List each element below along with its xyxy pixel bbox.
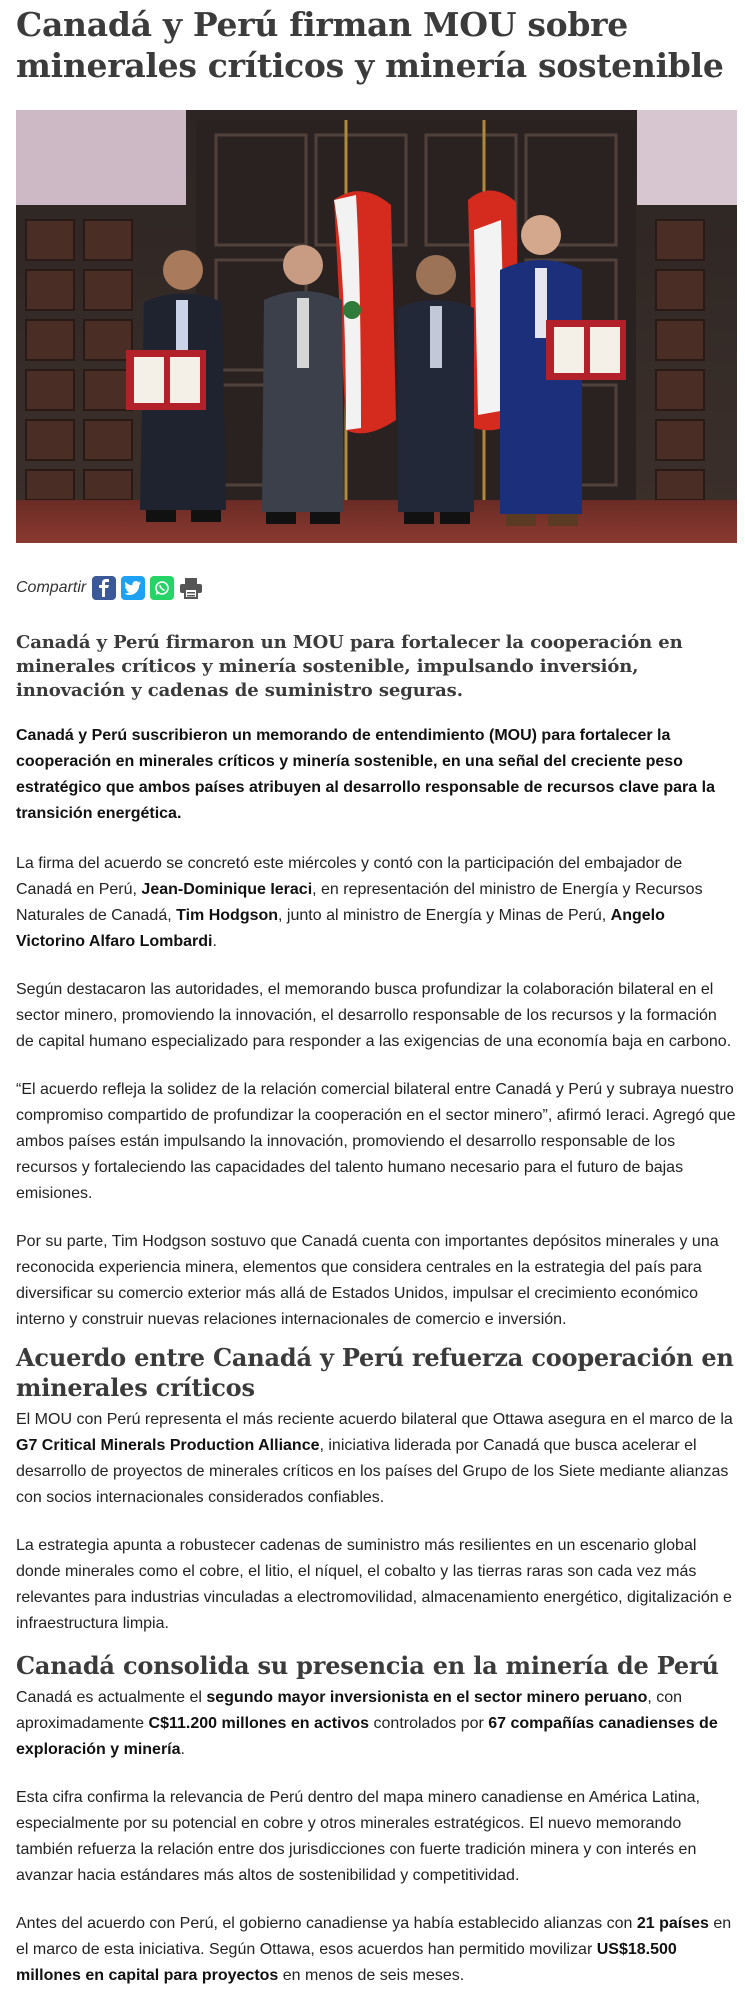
signing-ceremony-image	[16, 110, 737, 543]
facebook-icon[interactable]	[92, 576, 116, 600]
paragraph-3: Según destacaron las autoridades, el memorando busca profundizar la colaboración bilateral en el sector minero, promoviendo la innovación, el desarrollo responsable de los recursos y la formación de capital humano especializado para responder a las exigencias de una economía baja en carbono.	[16, 981, 732, 1050]
article-photo	[16, 110, 737, 543]
paragraph-2: La firma del acuerdo se concretó este miércoles y contó con la participación del embajador de Canadá en Perú, Jean-Dominique Ieraci, en representación del ministro de Energía y Recursos Naturales de Canadá, Tim Hodgson, junto al ministro de Energía y Minas de Perú, Angelo Victorino Alfaro Lombardi.	[16, 855, 703, 950]
paragraph-4: “El acuerdo refleja la solidez de la relación comercial bilateral entre Canadá y Perú y subraya nuestro compromiso compartido de profundizar la cooperación en el sector minero”, afirmó Ieraci. Agregó que ambos países están impulsando la innovación, promoviendo el desarrollo responsable de los recursos y fortaleciendo las capacidades del talento humano necesario para el futuro de bajas emisiones.	[16, 1081, 736, 1202]
page-title: Canadá y Perú firman MOU sobre minerales críticos y minería sostenible	[16, 5, 724, 85]
paragraph-8: Canadá es actualmente el segundo mayor inversionista en el sector minero peruano, con aproximadamente C$11.200 millones en activos controlados por 67 compañías canadienses de exploración y minería.	[16, 1689, 718, 1758]
share-label: Compartir	[16, 579, 87, 596]
paragraph-1: Canadá y Perú suscribieron un memorando de entendimiento (MOU) para fortalecer la cooperación en minerales críticos y minería sostenible, en una señal del creciente peso estratégico que ambos países atribuyen al desarrollo responsable de recursos clave para la transición energética.	[16, 727, 715, 822]
section-heading-presence: Canadá consolida su presencia en la minería de Perú	[16, 1651, 719, 1680]
whatsapp-icon[interactable]	[150, 576, 174, 600]
share-bar	[16, 575, 737, 601]
paragraph-5: Por su parte, Tim Hodgson sostuvo que Canadá cuenta con importantes depósitos minerales y una reconocida experiencia minera, elementos que considera centrales en la estrategia del país para diversificar su comercio exterior más allá de Estados Unidos, impulsar el crecimiento económico interno y construir nuevas relaciones internacionales de comercio e inversión.	[16, 1233, 719, 1328]
section-heading-cooperation: Acuerdo entre Canadá y Perú refuerza cooperación en minerales críticos	[16, 1343, 734, 1402]
article	[16, 4, 737, 1989]
article-lead: Canadá y Perú firmaron un MOU para fortalecer la cooperación en minerales críticos y minería sostenible, impulsando inversión, innovación y cadenas de suministro seguras.	[16, 632, 683, 701]
twitter-icon[interactable]	[121, 576, 145, 600]
paragraph-9: Esta cifra confirma la relevancia de Perú dentro del mapa minero canadiense en América Latina, especialmente por su potencial en cobre y otros minerales estratégicos. El nuevo memorando también refuerza la relación entre dos jurisdicciones con fuerte tradición minera y con interés en avanzar hacia estándares más altos de sostenibilidad y competitividad.	[16, 1789, 700, 1884]
paragraph-10: Antes del acuerdo con Perú, el gobierno canadiense ya había establecido alianzas con 21 países en el marco de esta iniciativa. Según Ottawa, esos acuerdos han permitido movilizar US$18.500 millones en capital para proyectos en menos de seis meses.	[16, 1915, 732, 1984]
print-icon[interactable]	[179, 576, 203, 600]
paragraph-7: La estrategia apunta a robustecer cadenas de suministro más resilientes en un escenario global donde minerales como el cobre, el litio, el níquel, el cobalto y las tierras raras son cada vez más relevantes para industrias vinculadas a electromovilidad, almacenamiento energético, digitalización e infraestructura limpia.	[16, 1537, 732, 1632]
paragraph-6: El MOU con Perú representa el más reciente acuerdo bilateral que Ottawa asegura en el marco de la G7 Critical Minerals Production Alliance, iniciativa liderada por Canadá que busca acelerar el desarrollo de proyectos de minerales críticos en los países del Grupo de los Siete mediante alianzas con socios internacionales considerados confiables.	[16, 1411, 733, 1506]
